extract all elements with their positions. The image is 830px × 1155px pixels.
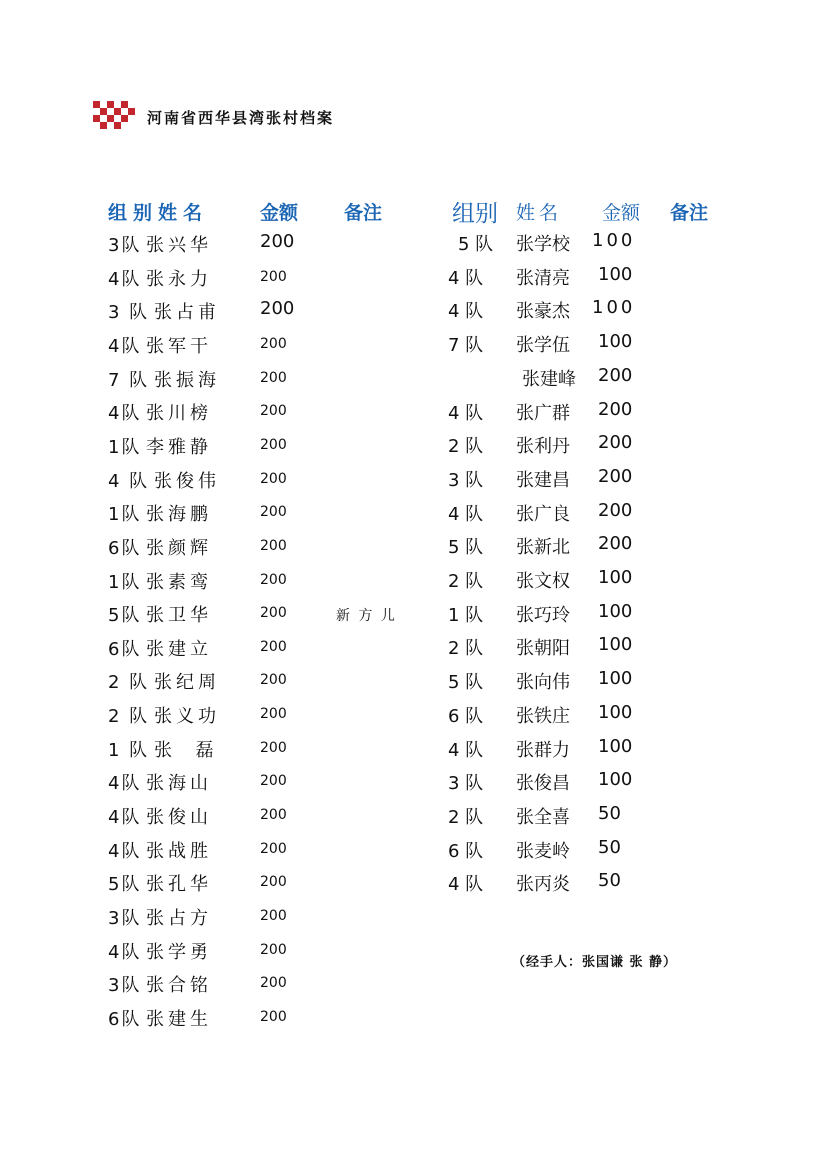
amount-value: 50 xyxy=(598,802,621,824)
name-label: 张麦岭 xyxy=(516,840,570,862)
amount-value: 100 xyxy=(598,567,633,588)
name-label: 张巧玲 xyxy=(516,604,570,626)
logo-square xyxy=(93,115,100,122)
group-label: 1 队 xyxy=(448,604,484,626)
logo-square xyxy=(114,108,121,115)
name-label: 张群力 xyxy=(516,739,570,761)
amount-value: 200 xyxy=(260,537,287,554)
amount-value: 200 xyxy=(260,605,287,622)
group-label: 4队 xyxy=(108,840,142,862)
amount-value: 200 xyxy=(260,638,287,655)
group-label: 5 队 xyxy=(448,537,484,559)
group-label: 1队 xyxy=(108,436,142,458)
amount-value: 200 xyxy=(260,941,287,958)
amount-value: 200 xyxy=(260,231,295,252)
logo-square xyxy=(107,115,114,122)
group-label: 7 队 xyxy=(108,369,150,391)
amount-value: 200 xyxy=(260,807,287,824)
name-label: 张卫华 xyxy=(146,605,212,627)
name-label: 张俊伟 xyxy=(154,470,220,492)
right-header-name: 姓名 xyxy=(516,202,563,224)
name-label: 张孔华 xyxy=(146,874,212,896)
name-label: 张纪周 xyxy=(154,672,220,694)
amount-value: 100 xyxy=(598,668,633,690)
group-label: 4 队 xyxy=(448,503,484,525)
right-header-remark: 备注 xyxy=(670,202,709,224)
amount-value: 200 xyxy=(260,268,287,285)
amount-value: 200 xyxy=(260,739,287,756)
group-label: 1队 xyxy=(108,571,142,593)
name-label: 张俊昌 xyxy=(516,773,570,795)
group-label: 5 队 xyxy=(458,234,494,255)
group-label: 1 队 xyxy=(108,739,150,761)
name-label: 张兴华 xyxy=(146,235,212,256)
group-label: 3队 xyxy=(108,908,142,929)
amount-value: 100 xyxy=(598,701,633,723)
group-label: 6 队 xyxy=(448,705,484,727)
amount-value: 200 xyxy=(260,672,287,689)
group-label: 4队 xyxy=(108,403,142,425)
name-label: 张学伍 xyxy=(516,335,570,357)
name-label: 张素鸾 xyxy=(146,571,212,593)
name-label: 张广群 xyxy=(516,402,570,424)
name-label: 张广良 xyxy=(516,503,570,525)
logo-square xyxy=(100,122,107,129)
amount-value: 200 xyxy=(260,436,287,453)
name-label: 张丙炎 xyxy=(516,874,570,896)
name-label: 张学勇 xyxy=(146,941,212,963)
amount-value: 50 xyxy=(598,870,621,892)
name-label: 张全喜 xyxy=(516,806,570,828)
group-label: 4队 xyxy=(108,941,142,963)
logo-square xyxy=(114,122,121,129)
amount-value: 100 xyxy=(598,600,633,622)
group-label: 6队 xyxy=(108,537,142,559)
amount-value: 200 xyxy=(260,504,287,521)
group-label: 6队 xyxy=(108,638,142,660)
name-label: 张文权 xyxy=(516,571,570,592)
logo-square xyxy=(100,108,107,115)
group-label: 6队 xyxy=(108,1008,142,1030)
amount-value: 200 xyxy=(260,975,287,992)
amount-value: 200 xyxy=(260,369,287,386)
group-label: 2 队 xyxy=(448,806,484,828)
amount-value: 200 xyxy=(598,364,633,386)
amount-value: 200 xyxy=(260,706,287,723)
name-label: 张新北 xyxy=(516,537,570,559)
amount-value: 50 xyxy=(598,836,621,858)
name-label: 张利丹 xyxy=(516,436,570,458)
group-label: 5 队 xyxy=(448,672,484,694)
group-label: 7 队 xyxy=(448,335,484,357)
amount-value: 100 xyxy=(598,634,633,656)
group-label: 4队 xyxy=(108,335,142,357)
group-label: 3队 xyxy=(108,235,142,256)
amount-value: 200 xyxy=(598,432,633,454)
amount-value: 200 xyxy=(260,470,287,487)
name-label: 张建生 xyxy=(146,1008,212,1030)
group-label: 4队 xyxy=(108,268,142,290)
amount-value: 100 xyxy=(598,331,633,353)
group-label: 2 队 xyxy=(108,706,150,728)
group-label: 4 队 xyxy=(448,267,484,289)
group-label: 5队 xyxy=(108,874,142,896)
name-label: 张合铭 xyxy=(146,975,212,997)
group-label: 4 队 xyxy=(448,301,484,323)
name-label: 张义功 xyxy=(154,706,220,728)
amount-value: 100 xyxy=(592,230,636,251)
amount-value: 200 xyxy=(260,298,295,320)
group-label: 4 队 xyxy=(448,402,484,424)
group-label: 3 队 xyxy=(448,469,484,491)
name-label: 李雅静 xyxy=(146,436,212,458)
signature: （经手人：张国谦 张 静） xyxy=(512,955,678,970)
name-label: 张铁庄 xyxy=(516,705,570,727)
group-label: 2 队 xyxy=(448,436,484,458)
group-label: 1队 xyxy=(108,504,142,526)
group-label: 4队 xyxy=(108,807,142,829)
amount-value: 100 xyxy=(598,735,633,757)
name-label: 张建峰 xyxy=(522,368,576,390)
group-label: 3 队 xyxy=(108,302,150,324)
group-label: 3队 xyxy=(108,975,142,997)
amount-value: 200 xyxy=(260,1008,287,1025)
name-label: 张川榜 xyxy=(146,403,212,425)
name-label: 张军干 xyxy=(146,335,212,357)
amount-value: 100 xyxy=(592,297,636,319)
page-title: 河南省西华县湾张村档案 xyxy=(147,109,335,127)
name-label: 张豪杰 xyxy=(516,301,570,323)
name-label: 张学校 xyxy=(516,234,570,255)
name-label: 张战胜 xyxy=(146,840,212,862)
name-label: 张清亮 xyxy=(516,267,570,289)
amount-value: 200 xyxy=(260,773,287,790)
right-header-group: 组别 xyxy=(452,201,498,227)
name-label: 张向伟 xyxy=(516,672,570,694)
logo-square xyxy=(93,101,100,108)
amount-value: 200 xyxy=(598,499,633,521)
amount-value: 200 xyxy=(260,908,287,924)
name-label: 张建立 xyxy=(146,638,212,660)
name-label: 张海山 xyxy=(146,773,212,795)
amount-value: 100 xyxy=(598,263,633,285)
left-header-group-name: 组别姓名 xyxy=(108,202,209,224)
amount-value: 200 xyxy=(260,874,287,891)
group-label: 4队 xyxy=(108,773,142,795)
amount-value: 200 xyxy=(598,465,633,487)
right-header-amount: 金额 xyxy=(602,202,641,224)
name-label: 张永力 xyxy=(146,268,212,290)
group-label: 6 队 xyxy=(448,840,484,862)
amount-value: 200 xyxy=(598,398,633,420)
group-label: 5队 xyxy=(108,605,142,627)
name-label: 张建昌 xyxy=(516,469,570,491)
left-header-remark: 备注 xyxy=(344,202,383,224)
amount-value: 200 xyxy=(260,840,287,857)
remark-value: 新 方 儿 xyxy=(336,608,397,625)
group-label: 2 队 xyxy=(448,571,484,592)
logo-square xyxy=(121,115,128,122)
logo-square xyxy=(128,108,135,115)
group-label: 4 队 xyxy=(448,739,484,761)
group-label: 3 队 xyxy=(448,773,484,795)
amount-value: 200 xyxy=(260,403,287,420)
name-label: 张占方 xyxy=(146,908,212,929)
amount-value: 200 xyxy=(598,533,633,555)
name-label: 张颜辉 xyxy=(146,537,212,559)
group-label: 2 队 xyxy=(108,672,150,694)
archive-logo-icon xyxy=(93,101,135,129)
group-label: 4 队 xyxy=(448,874,484,896)
group-label: 2 队 xyxy=(448,638,484,660)
amount-value: 100 xyxy=(598,769,633,791)
left-header-amount: 金额 xyxy=(260,202,299,224)
logo-square xyxy=(107,101,114,108)
name-label: 张占甫 xyxy=(154,302,220,324)
group-label: 4 队 xyxy=(108,470,150,492)
name-label: 张 磊 xyxy=(154,739,218,761)
logo-square xyxy=(121,101,128,108)
amount-value: 200 xyxy=(260,335,287,352)
name-label: 张朝阳 xyxy=(516,638,570,660)
name-label: 张俊山 xyxy=(146,807,212,829)
name-label: 张振海 xyxy=(154,369,220,391)
name-label: 张海鹏 xyxy=(146,504,212,526)
amount-value: 200 xyxy=(260,571,287,588)
